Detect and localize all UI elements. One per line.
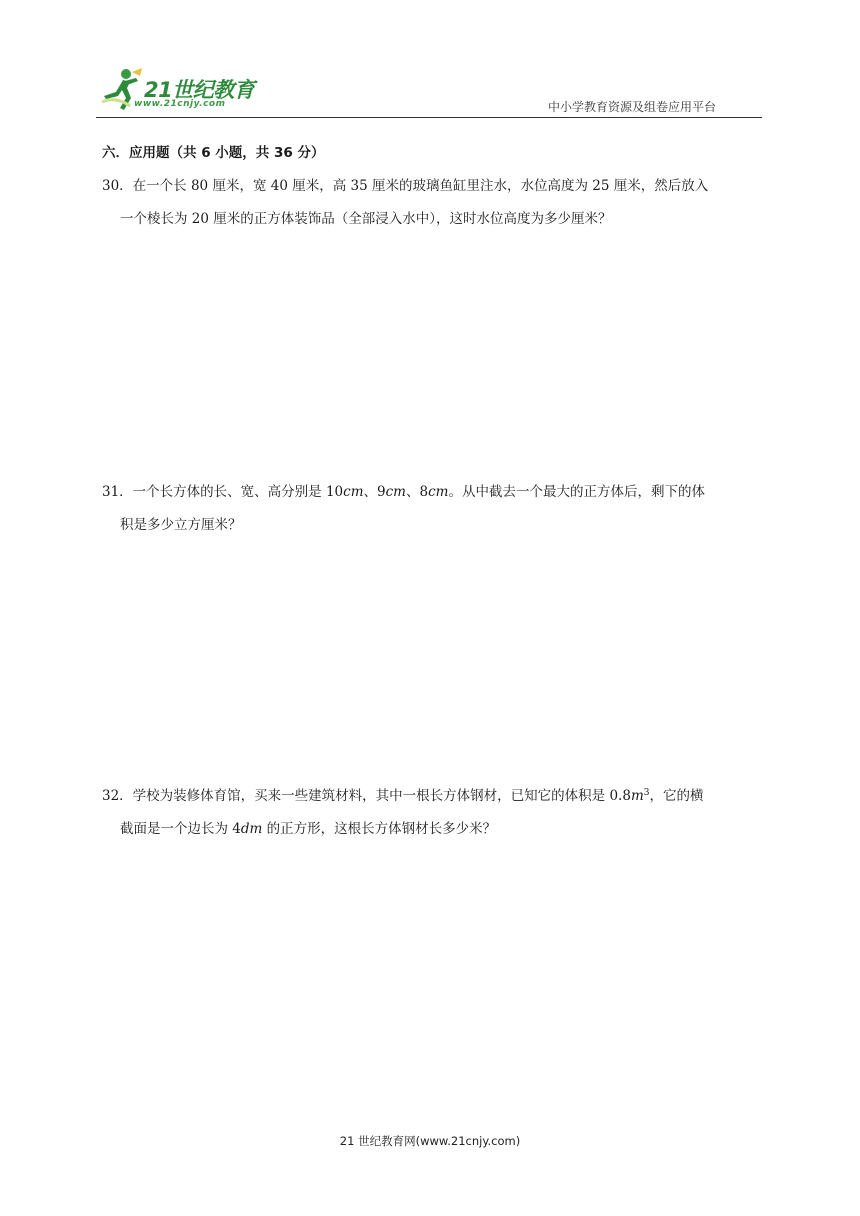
- question-30-line-2: 一个棱长为 20 厘米的正方体装饰品（全部浸入水中），这时水位高度为多少厘米？: [120, 211, 612, 227]
- platform-label: 中小学教育资源及组卷应用平台: [548, 100, 717, 114]
- question-31-line-2: 积是多少立方厘米？: [120, 517, 242, 533]
- question-32-line-1: 32．学校为装修体育馆，买来一些建筑材料，其中一根长方体钢材，已知它的体积是 $0.8m^3$，它的横: [102, 788, 704, 804]
- question-32-line-2: 截面是一个边长为 4dm 的正方形，这根长方体钢材长多少米？: [120, 821, 497, 837]
- section-title: 六．应用题（共 6 小题，共 36 分）: [102, 145, 325, 161]
- question-31: [102, 476, 762, 542]
- page-header: [0, 0, 860, 118]
- question-32: [102, 780, 762, 846]
- header-divider: [96, 117, 762, 118]
- logo: [96, 66, 266, 118]
- question-30-line-1: 30．在一个长 80 厘米，宽 40 厘米，高 35 厘米的玻璃鱼缸里注水，水位高度为 25 厘米，然后放入: [102, 178, 709, 194]
- question-30: [102, 170, 762, 236]
- logo-wordmark: 21世纪教育: [144, 78, 255, 102]
- logo-url: www.21cnjy.com: [134, 99, 226, 109]
- question-31-line-1: 31．一个长方体的长、宽、高分别是 10cm、9cm、8cm。从中截去一个最大的正方体后，剩下的体: [102, 484, 705, 500]
- page-footer: 21 世纪教育网(www.21cnjy.com): [339, 1134, 521, 1148]
